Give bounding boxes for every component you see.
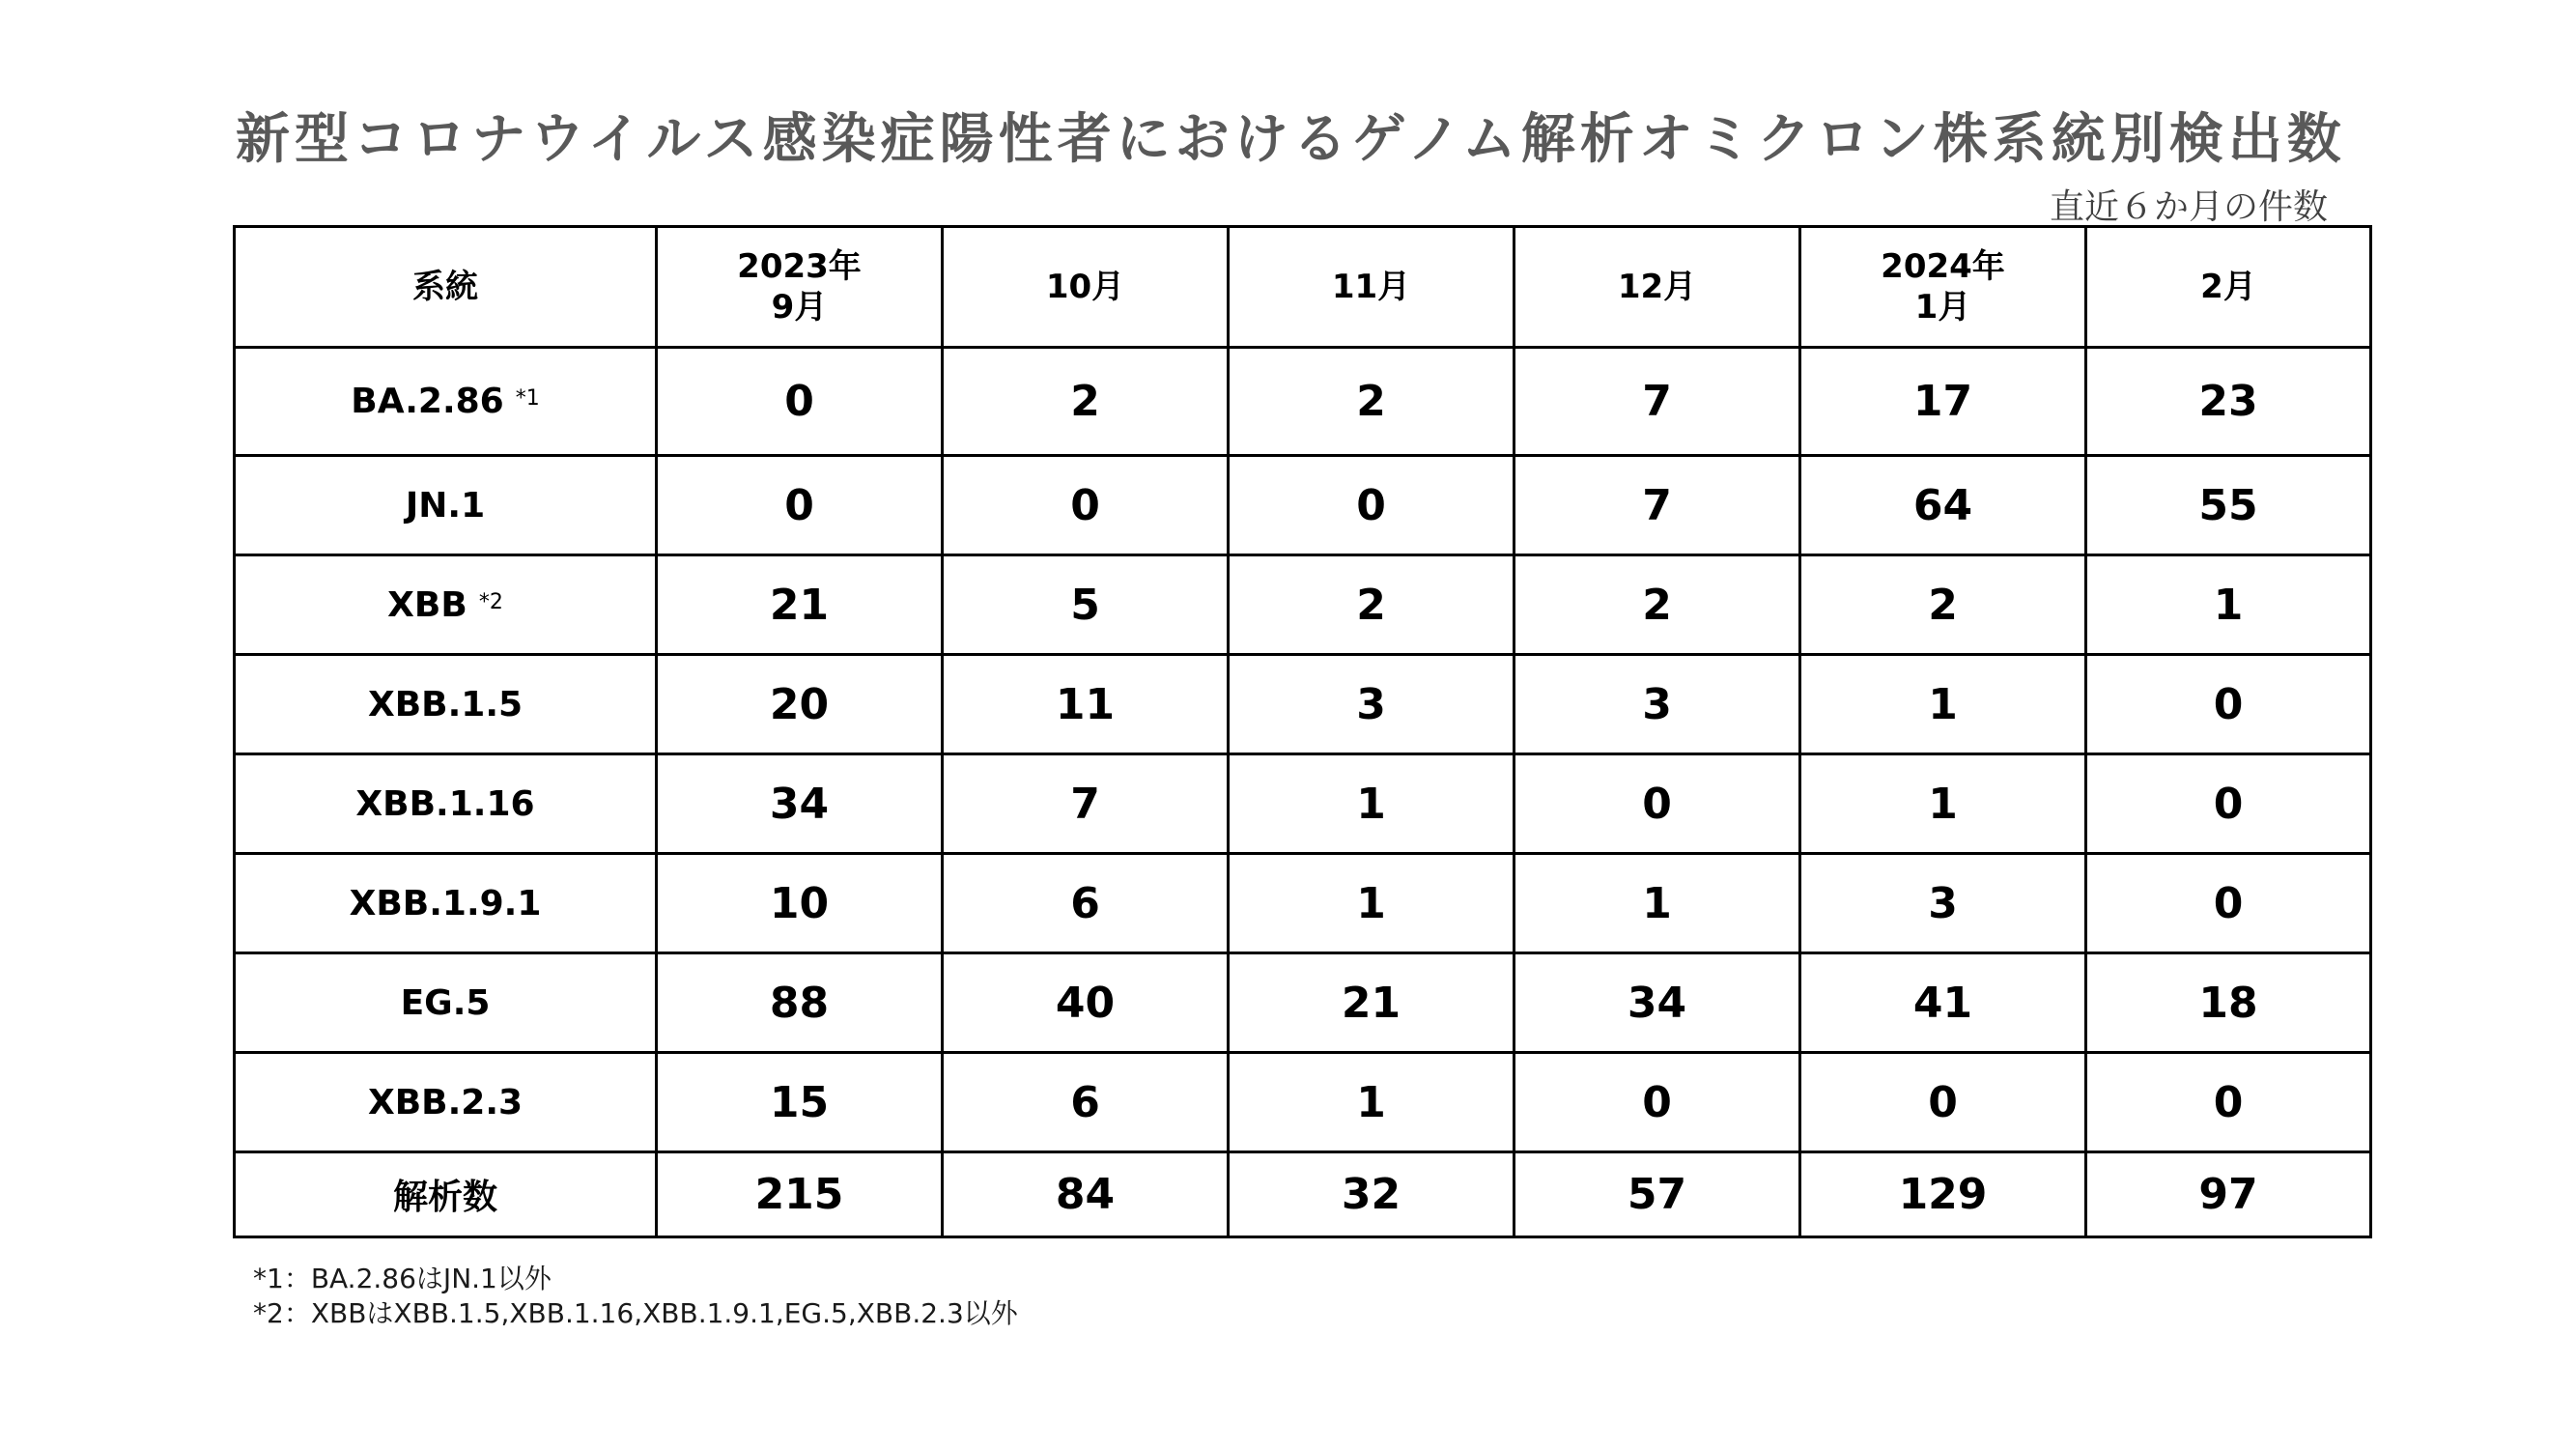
lineage-cell xyxy=(235,754,657,854)
column-header-2024-01 xyxy=(1800,227,2086,348)
count-cell: 2 xyxy=(1800,555,2086,655)
column-header-2024-02 xyxy=(2086,227,2371,348)
count-cell: 1 xyxy=(2086,555,2371,655)
lineage-cell xyxy=(235,456,657,555)
count-cell: 17 xyxy=(1800,348,2086,456)
column-header-2023-12 xyxy=(1514,227,1800,348)
count-cell: 6 xyxy=(943,854,1229,953)
column-header-lineage xyxy=(235,227,657,348)
count-cell: 7 xyxy=(1514,348,1800,456)
count-cell: 0 xyxy=(1800,1053,2086,1152)
total-cell: 129 xyxy=(1800,1152,2086,1237)
page-title: 新型コロナウイルス感染症陽性者におけるゲノム解析オミクロン株系統別検出数 xyxy=(236,108,2346,171)
count-cell: 34 xyxy=(1514,953,1800,1053)
count-cell: 1 xyxy=(1229,754,1514,854)
footnote-2: *2：XBBはXBB.1.5,XBB.1.16,XBB.1.9.1,EG.5,XBB.2.3以外 xyxy=(253,1297,1018,1329)
column-header-month: 9月 xyxy=(771,288,828,327)
column-header-2023-09 xyxy=(657,227,943,348)
count-cell: 23 xyxy=(2086,348,2371,456)
count-cell: 3 xyxy=(1800,854,2086,953)
table-body xyxy=(235,348,2371,1237)
lineage-cell xyxy=(235,348,657,456)
lineage-cell xyxy=(235,655,657,754)
count-cell: 0 xyxy=(1229,456,1514,555)
total-cell: 57 xyxy=(1514,1152,1800,1237)
count-cell: 7 xyxy=(1514,456,1800,555)
count-cell: 0 xyxy=(657,456,943,555)
lineage-name: XBB.2.3 xyxy=(367,1082,524,1122)
lineage-name: XBB xyxy=(387,584,467,625)
lineage-name: EG.5 xyxy=(400,982,491,1023)
total-row xyxy=(235,1152,2371,1237)
count-cell: 7 xyxy=(943,754,1229,854)
count-cell: 1 xyxy=(1800,754,2086,854)
column-header-year: 2024年 xyxy=(1881,247,2005,286)
count-cell: 10 xyxy=(657,854,943,953)
count-cell: 41 xyxy=(1800,953,2086,1053)
column-header-month: 1月 xyxy=(1914,288,1971,327)
count-cell: 0 xyxy=(657,348,943,456)
column-header-month: 11月 xyxy=(1331,268,1411,306)
column-header-month: 2月 xyxy=(2200,268,2256,306)
count-cell: 2 xyxy=(943,348,1229,456)
lineage-name: BA.2.86 xyxy=(351,382,504,421)
total-cell: 32 xyxy=(1229,1152,1514,1237)
lineage-name: XBB.1.16 xyxy=(355,783,535,824)
total-cell: 97 xyxy=(2086,1152,2371,1237)
count-cell: 1 xyxy=(1229,1053,1514,1152)
footnote-1: *1：BA.2.86はJN.1以外 xyxy=(253,1263,552,1294)
count-cell: 0 xyxy=(2086,1053,2371,1152)
header-row xyxy=(235,227,2371,348)
count-cell: 0 xyxy=(2086,854,2371,953)
table-row xyxy=(235,1053,2371,1152)
count-cell: 1 xyxy=(1800,655,2086,754)
count-cell: 6 xyxy=(943,1053,1229,1152)
count-cell: 34 xyxy=(657,754,943,854)
footnote-mark: *1 xyxy=(515,386,540,411)
count-cell: 40 xyxy=(943,953,1229,1053)
table-row xyxy=(235,348,2371,456)
column-header-2023-10 xyxy=(943,227,1229,348)
column-header-2023-11 xyxy=(1229,227,1514,348)
table-row xyxy=(235,854,2371,953)
count-cell: 21 xyxy=(657,555,943,655)
count-cell: 1 xyxy=(1229,854,1514,953)
count-cell: 0 xyxy=(2086,655,2371,754)
count-cell: 0 xyxy=(1514,1053,1800,1152)
table-header xyxy=(235,227,2371,348)
total-cell: 215 xyxy=(657,1152,943,1237)
period-note: 直近６か月の件数 xyxy=(2049,187,2328,227)
count-cell: 2 xyxy=(1229,348,1514,456)
lineage-name: XBB.1.9.1 xyxy=(349,883,542,923)
count-cell: 0 xyxy=(1514,754,1800,854)
count-cell: 18 xyxy=(2086,953,2371,1053)
count-cell: 0 xyxy=(2086,754,2371,854)
lineage-name: XBB.1.5 xyxy=(367,684,524,724)
count-cell: 11 xyxy=(943,655,1229,754)
count-cell: 2 xyxy=(1229,555,1514,655)
lineage-cell xyxy=(235,1053,657,1152)
count-cell: 0 xyxy=(943,456,1229,555)
lineage-cell xyxy=(235,555,657,655)
count-cell: 5 xyxy=(943,555,1229,655)
total-cell: 84 xyxy=(943,1152,1229,1237)
count-cell: 15 xyxy=(657,1053,943,1152)
count-cell: 3 xyxy=(1514,655,1800,754)
footnotes xyxy=(253,1262,1018,1331)
table-row xyxy=(235,953,2371,1053)
lineage-cell xyxy=(235,854,657,953)
table-row xyxy=(235,456,2371,555)
footnote-mark: *2 xyxy=(478,589,503,614)
count-cell: 55 xyxy=(2086,456,2371,555)
count-cell: 1 xyxy=(1514,854,1800,953)
count-cell: 20 xyxy=(657,655,943,754)
table-row xyxy=(235,754,2371,854)
count-cell: 64 xyxy=(1800,456,2086,555)
lineage-detection-table xyxy=(233,225,2372,1238)
count-cell: 3 xyxy=(1229,655,1514,754)
column-header-month: 10月 xyxy=(1045,268,1125,306)
count-cell: 88 xyxy=(657,953,943,1053)
table-row xyxy=(235,655,2371,754)
column-header-year: 2023年 xyxy=(737,247,862,286)
count-cell: 21 xyxy=(1229,953,1514,1053)
column-header-month: 12月 xyxy=(1617,268,1697,306)
table-row xyxy=(235,555,2371,655)
column-header-label: 系統 xyxy=(412,268,478,306)
total-label: 解析数 xyxy=(235,1152,657,1237)
count-cell: 2 xyxy=(1514,555,1800,655)
lineage-cell xyxy=(235,953,657,1053)
lineage-name: JN.1 xyxy=(405,485,486,526)
